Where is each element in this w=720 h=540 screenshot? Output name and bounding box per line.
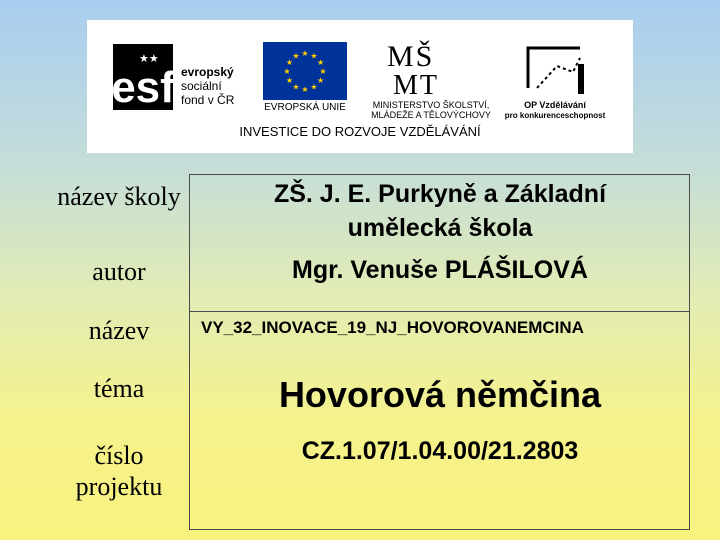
school-name-line1: ZŠ. J. E. Purkyně a Základní <box>273 180 607 208</box>
label-topic: téma <box>93 374 145 403</box>
esf-star-icon: ★★ <box>139 52 159 65</box>
project-number: CZ.1.07/1.04.00/21.2803 <box>301 437 579 465</box>
eu-caption: EVROPSKÁ UNIE <box>264 102 346 113</box>
eu-star-icon: ★ <box>317 58 325 67</box>
eu-star-icon: ★ <box>301 49 309 58</box>
esf-line3: fond v ČR <box>181 93 235 107</box>
eu-star-icon: ★ <box>285 58 293 67</box>
msmt-line2: MLÁDEŽE A TĚLOVÝCHOVY <box>371 110 491 120</box>
eu-star-icon: ★ <box>292 51 300 61</box>
msmt-line1: MINISTERSTVO ŠKOLSTVÍ, <box>372 100 490 110</box>
eu-star-icon: ★ <box>310 82 318 92</box>
msmt-mt-icon: MT <box>393 70 439 101</box>
msmt-ms-icon: MŠ <box>387 40 435 73</box>
label-project-line1: číslo <box>94 441 144 470</box>
label-project-line2: projektu <box>75 472 163 501</box>
details-box <box>189 312 690 530</box>
eu-star-icon: ★ <box>292 82 300 92</box>
msmt-logo <box>371 40 491 120</box>
eu-star-icon: ★ <box>310 51 318 61</box>
slogan: INVESTICE DO ROZVOJE VZDĚLÁVÁNÍ <box>239 124 481 139</box>
logo-banner <box>87 20 633 153</box>
label-school-name: název školy <box>57 182 181 211</box>
author-name: Mgr. Venuše PLÁŠILOVÁ <box>292 256 588 284</box>
esf-logo <box>111 44 234 112</box>
eu-star-icon: ★ <box>319 67 327 76</box>
topic-name: Hovorová němčina <box>278 374 602 415</box>
op-line2: pro konkurenceschopnost <box>504 111 606 120</box>
label-author: autor <box>92 257 146 286</box>
eu-star-icon: ★ <box>285 76 293 85</box>
school-name-line2: umělecká škola <box>347 214 533 242</box>
eu-star-icon: ★ <box>301 85 309 94</box>
esf-line2: sociální <box>181 79 222 93</box>
label-title: název <box>88 316 150 345</box>
op-logo <box>505 48 606 120</box>
op-line1: OP Vzdělávání <box>524 100 586 110</box>
esf-mark: esf <box>111 63 175 112</box>
esf-line1: evropský <box>181 65 234 79</box>
eu-star-icon: ★ <box>317 76 325 85</box>
eu-star-icon: ★ <box>283 67 291 76</box>
title-code: VY_32_INOVACE_19_NJ_HOVOROVANEMCINA <box>201 318 584 337</box>
eu-flag-logo <box>263 42 347 113</box>
